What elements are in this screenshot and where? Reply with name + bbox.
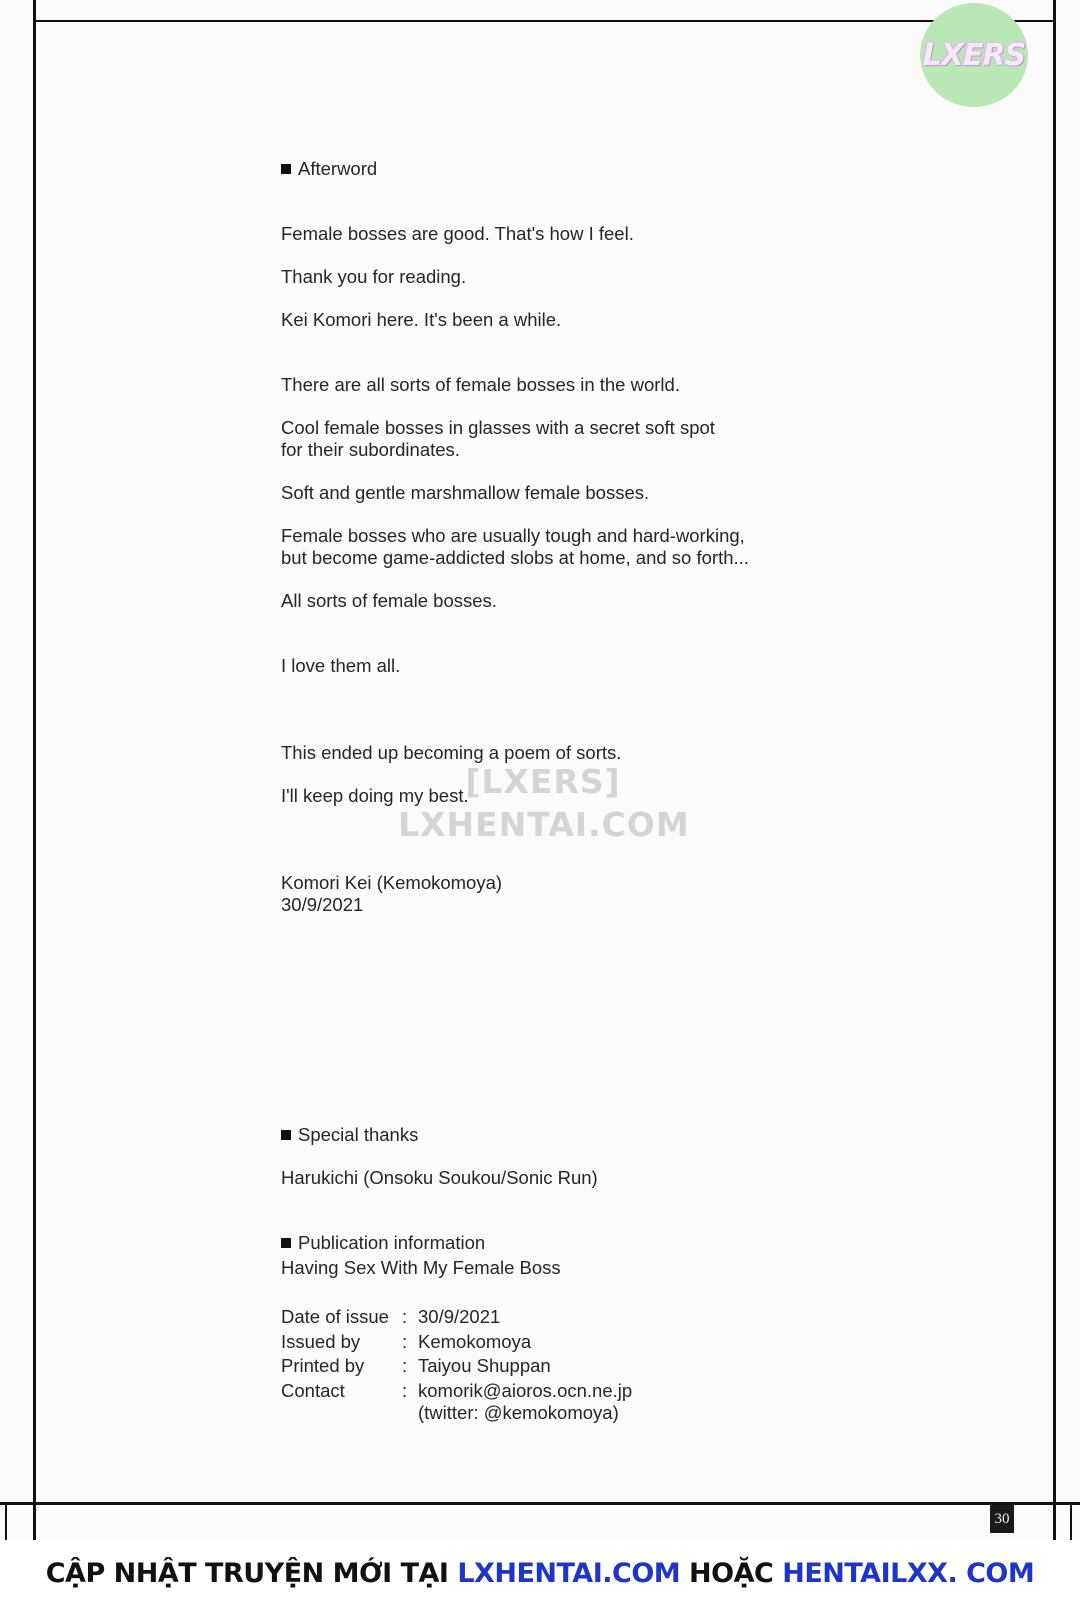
- paragraph-line: but become game-addicted slobs at home, and so forth...: [281, 546, 749, 568]
- row-value: 30/9/2021: [418, 1306, 501, 1327]
- paragraph-line: Thank you for reading.: [281, 266, 467, 287]
- signature-author: Komori Kei (Kemokomoya): [281, 872, 503, 893]
- publication-row: [281, 1305, 632, 1330]
- publication-row: [281, 1403, 632, 1423]
- banner-text-1: CẬP NHẬT TRUYỆN MỚI TẠI: [45, 1558, 458, 1589]
- special-thanks-heading: [281, 1124, 418, 1146]
- row-label: Date of issue: [281, 1306, 389, 1327]
- square-bullet-icon: [281, 1238, 291, 1248]
- publication-heading-text: Publication information: [298, 1232, 486, 1253]
- row-value: komorik@aioros.ocn.ne.jp: [418, 1379, 633, 1401]
- paragraph-line: I love them all.: [281, 655, 401, 676]
- paragraph-line: All sorts of female bosses.: [281, 590, 497, 611]
- row-separator: :: [402, 1330, 408, 1352]
- paragraph-line: Female bosses are good. That's how I feel.: [281, 223, 634, 244]
- square-bullet-icon: [281, 164, 291, 174]
- paragraph-line: I'll keep doing my best.: [281, 785, 469, 806]
- afterword-paragraph: [281, 590, 497, 612]
- frame-right-tick: [1070, 1502, 1072, 1540]
- page-number: 30: [990, 1505, 1014, 1533]
- publication-row: [281, 1330, 632, 1355]
- row-label: [281, 1403, 402, 1423]
- lxers-logo-text: LXERS: [922, 37, 1026, 73]
- afterword-heading-text: Afterword: [298, 158, 378, 179]
- publication-row: [281, 1379, 632, 1404]
- paragraph-line: Female bosses who are usually tough and hard-working,: [281, 525, 745, 546]
- signature: [281, 872, 502, 915]
- afterword-heading: [281, 158, 377, 180]
- afterword-paragraph: [281, 223, 634, 245]
- thanks-name-text: Harukichi (Onsoku Soukou/Sonic Run): [281, 1167, 598, 1188]
- paragraph-line: for their subordinates.: [281, 438, 460, 460]
- row-value: (twitter: @kemokomoya): [418, 1402, 619, 1423]
- afterword-paragraph: [281, 417, 715, 460]
- publication-row: [281, 1354, 632, 1379]
- banner-link-lxhentai[interactable]: LXHENTAI.COM: [457, 1558, 681, 1589]
- banner-text-2: HOẶC: [680, 1558, 783, 1589]
- banner-link-hentailxx[interactable]: HENTAILXX. COM: [782, 1558, 1035, 1589]
- watermark-site: LXHENTAI.COM: [398, 805, 690, 844]
- afterword-paragraph: [281, 309, 561, 331]
- row-separator: :: [402, 1379, 408, 1401]
- afterword-paragraph: [281, 655, 400, 677]
- row-label: Printed by: [281, 1355, 365, 1376]
- paragraph-line: Cool female bosses in glasses with a secret soft spot: [281, 417, 715, 438]
- row-separator: :: [402, 1306, 408, 1327]
- paragraph-line: Soft and gentle marshmallow female bosses.: [281, 482, 650, 503]
- special-thanks-name: [281, 1167, 598, 1189]
- row-value: Kemokomoya: [418, 1330, 532, 1352]
- row-label: Issued by: [281, 1330, 361, 1352]
- publication-table: [281, 1305, 632, 1423]
- site-banner[interactable]: [0, 1540, 1080, 1607]
- frame-right-line: [1053, 0, 1056, 1540]
- afterword-paragraph: [281, 374, 680, 396]
- publication-heading: [281, 1232, 561, 1278]
- row-label: Contact: [281, 1379, 345, 1401]
- paragraph-line: Kei Komori here. It's been a while.: [281, 309, 562, 330]
- afterword-paragraph: [281, 742, 621, 764]
- watermark-lxers: [LXERS]: [465, 762, 621, 801]
- lxers-logo: [920, 3, 1028, 107]
- frame-bottom-left-tick: [5, 1502, 7, 1540]
- frame-left-line: [33, 0, 36, 1540]
- square-bullet-icon: [281, 1130, 291, 1140]
- paragraph-line: This ended up becoming a poem of sorts.: [281, 742, 622, 763]
- row-separator: [402, 1403, 418, 1423]
- publication-title: Having Sex With My Female Boss: [281, 1256, 561, 1278]
- signature-date: 30/9/2021: [281, 893, 364, 915]
- row-value: Taiyou Shuppan: [418, 1355, 551, 1376]
- frame-top-line: [33, 20, 1055, 22]
- afterword-paragraph: [281, 266, 466, 288]
- paragraph-line: There are all sorts of female bosses in the world.: [281, 374, 680, 395]
- row-separator: :: [402, 1355, 408, 1376]
- special-thanks-heading-text: Special thanks: [298, 1124, 419, 1145]
- afterword-paragraph: [281, 525, 749, 568]
- frame-bottom-line: [0, 1502, 1080, 1505]
- afterword-paragraph: [281, 482, 649, 504]
